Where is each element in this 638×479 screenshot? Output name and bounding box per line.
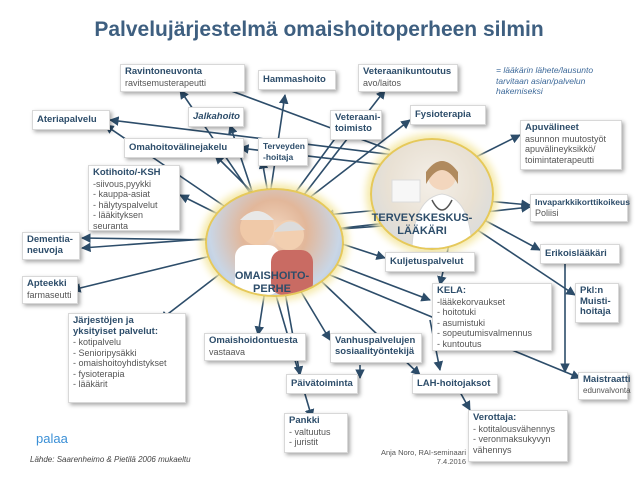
- box-paivatoiminta: [286, 374, 358, 394]
- back-link[interactable]: palaa: [36, 431, 68, 446]
- box-dementianeuvoja-title: Dementia- neuvoja: [27, 234, 73, 256]
- box-kotihoito: [88, 165, 180, 231]
- box-maistraatti-title: Maistraatti: [583, 374, 631, 385]
- box-pkl-title: Pkl:n Muisti- hoitaja: [580, 285, 611, 317]
- source-note: Lähde: Saarenheimo & Pietilä 2006 mukaeltu: [30, 455, 191, 464]
- box-terveydenhoitaja: [258, 138, 308, 166]
- box-lah-title: LAH-hoitojaksot: [417, 378, 491, 389]
- box-ravintoneuvonta-title: Ravintoneuvonta: [125, 66, 203, 77]
- box-lah: [412, 374, 498, 394]
- box-jalkahoito-title: Jalkahoito: [193, 111, 240, 122]
- box-verottaja: [468, 410, 568, 462]
- box-hammashoito-title: Hammashoito: [263, 74, 326, 85]
- box-fysioterapia: [410, 105, 486, 125]
- box-jalkahoito: [188, 107, 244, 127]
- box-omahoitovalinejakelu: [124, 138, 244, 158]
- box-kuljetuspalvelut-title: Kuljetuspalvelut: [390, 256, 464, 267]
- box-ravintoneuvonta: [120, 64, 245, 92]
- box-invaparkki: [530, 194, 628, 222]
- legend-note: = lääkärin lähete/lausunto tarvitaan asian/palvelun hakemiseksi: [496, 65, 594, 96]
- box-verottaja-title: Verottaja:: [473, 412, 517, 423]
- box-paivatoiminta-title: Päivätoiminta: [291, 378, 353, 389]
- box-omaishoidontuesta-text: vastaava: [209, 346, 246, 357]
- box-pankki: [284, 413, 348, 453]
- box-ateriapalvelu-title: Ateriapalvelu: [37, 114, 97, 125]
- box-pkl: [575, 283, 619, 323]
- box-vanhuspalvelut: [330, 333, 422, 363]
- box-jarjestot-text: - kotipalvelu - Senioripysäkki - omaishoitoyhdistykset - fysioterapia - lääkärit: [73, 337, 167, 389]
- box-apuvalineet-title: Apuvälineet: [525, 122, 579, 133]
- box-kela: [432, 283, 552, 351]
- box-maistraatti: [578, 372, 631, 400]
- family-hub-label: OMAISHOITO- PERHE: [234, 270, 310, 295]
- box-veteraanitoimisto: [330, 110, 382, 140]
- box-erikoislaakari-title: Erikoislääkäri: [545, 248, 607, 259]
- box-ravintoneuvonta-text: ravitsemusterapeutti: [125, 77, 207, 88]
- box-fysioterapia-title: Fysioterapia: [415, 109, 471, 120]
- box-omaishoidontuesta: [204, 333, 306, 361]
- box-invaparkki-text: Poliisi: [535, 207, 559, 218]
- box-jarjestot: [68, 313, 186, 403]
- page-title: Palvelujärjestelmä omaishoitoperheen silmin: [94, 18, 544, 41]
- box-kuljetuspalvelut: [385, 252, 475, 272]
- box-kotihoito-title: Kotihoito/-KSH: [93, 167, 161, 178]
- box-ateriapalvelu: [32, 110, 110, 130]
- box-kela-title: KELA:: [437, 285, 467, 296]
- box-jarjestot-title: Järjestöjen ja yksityiset palvelut:: [73, 315, 159, 337]
- box-apteekki-title: Apteekki: [27, 278, 67, 289]
- box-apteekki: [22, 276, 78, 304]
- box-veteraanikuntoutus-text: avo/laitos: [363, 77, 402, 88]
- box-apteekki-text: farmaseutti: [27, 289, 72, 300]
- box-veteraanikuntoutus-title: Veteraanikuntoutus: [363, 66, 452, 77]
- box-hammashoito: [258, 70, 336, 90]
- author-note: Anja Noro, RAI-seminaari 7.4.2016: [380, 448, 466, 466]
- box-apuvalineet-text: asunnon muutostyöt apuvälineyksikkö/ toimintaterapeutti: [525, 133, 607, 165]
- box-maistraatti-text: edunvalvonta: [583, 385, 631, 395]
- box-verottaja-text: - kotitalousvähennys - veronmaksukyvyn vähennys: [473, 423, 556, 455]
- box-kotihoito-text: -siivous,pyykki - kauppa-asiat - hälytyspalvelut - lääkityksen seuranta: [93, 178, 158, 231]
- box-pankki-text: - valtuutus - juristit: [289, 426, 331, 447]
- box-omahoitovalinejakelu-title: Omahoitovälinejakelu: [129, 142, 228, 153]
- box-invaparkki-title: Invaparkkikorttikoikeus: [535, 197, 630, 207]
- box-apuvalineet: [520, 120, 622, 170]
- box-erikoislaakari: [540, 244, 620, 264]
- box-pankki-title: Pankki: [289, 415, 320, 426]
- box-terveydenhoitaja-title: Terveyden -hoitaja: [263, 141, 305, 162]
- box-kela-text: -lääkekorvaukset - hoitotuki - asumistuki - sopeutumisvalmennus - kuntoutus: [437, 296, 533, 349]
- health-hub-label: TERVEYSKESKUS- LÄÄKÄRI: [371, 212, 473, 237]
- box-vanhuspalvelut-title: Vanhuspalvelujen sosiaalityöntekijä: [335, 335, 416, 357]
- box-veteraanitoimisto-title: Veteraani- toimisto: [335, 112, 381, 134]
- box-omaishoidontuesta-title: Omaishoidontuesta: [209, 335, 298, 346]
- box-dementianeuvoja: [22, 232, 80, 260]
- box-veteraanikuntoutus: [358, 64, 458, 92]
